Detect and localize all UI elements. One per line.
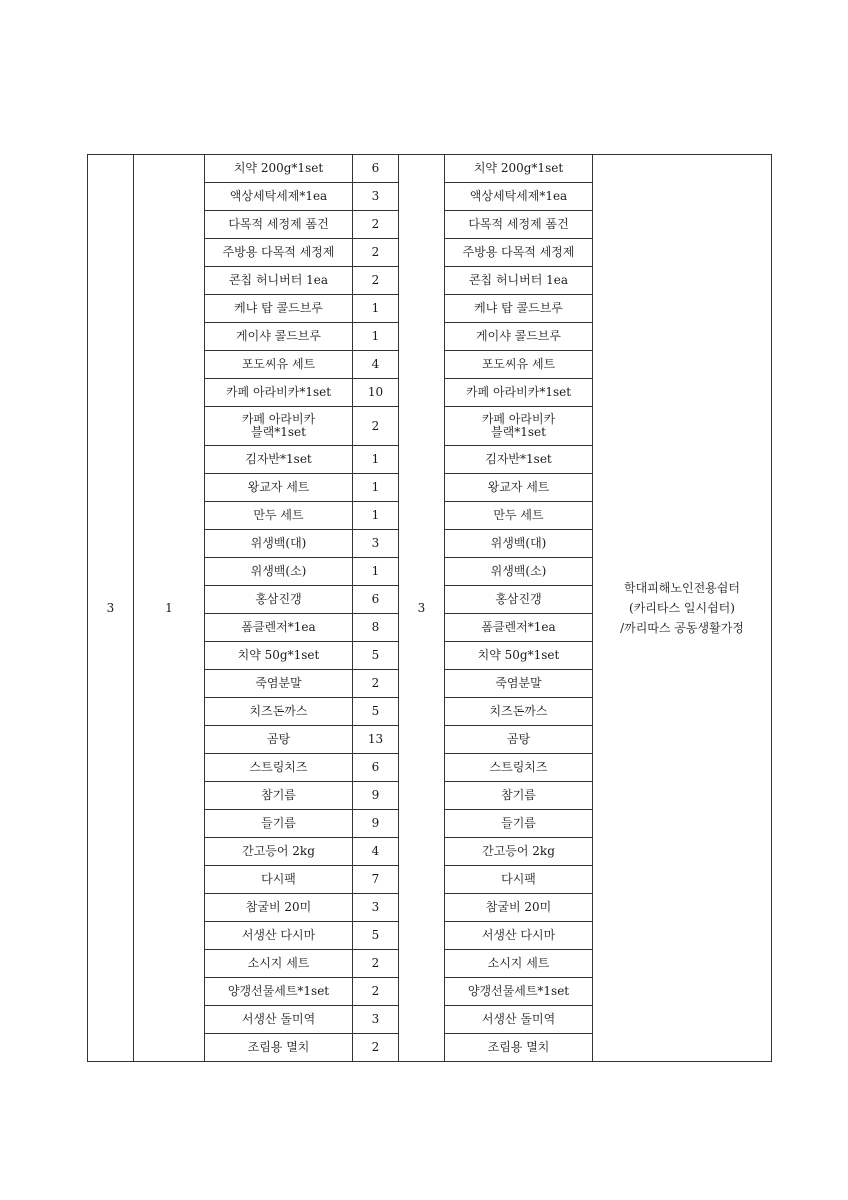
received-item-cell: 주방용 다목적 세정제 — [445, 239, 593, 267]
item-name-cell — [205, 407, 353, 446]
item-name-cell: 위생백(대) — [205, 530, 353, 558]
quantity-cell: 6 — [353, 155, 399, 183]
item-name-cell: 왕교자 세트 — [205, 474, 353, 502]
received-item-cell: 스트링치즈 — [445, 754, 593, 782]
quantity-cell: 2 — [353, 1034, 399, 1062]
received-item-cell: 서생산 다시마 — [445, 922, 593, 950]
received-item-cell: 콘칩 허니버터 1ea — [445, 267, 593, 295]
quantity-cell: 2 — [353, 950, 399, 978]
received-item-cell: 왕교자 세트 — [445, 474, 593, 502]
received-item-cell: 서생산 돌미역 — [445, 1006, 593, 1034]
item-name-cell: 서생산 돌미역 — [205, 1006, 353, 1034]
quantity-cell: 5 — [353, 642, 399, 670]
quantity-cell: 1 — [353, 295, 399, 323]
item-name-cell: 들기름 — [205, 810, 353, 838]
received-item-cell: 다시팩 — [445, 866, 593, 894]
quantity-cell: 5 — [353, 698, 399, 726]
quantity-cell: 4 — [353, 838, 399, 866]
quantity-cell: 6 — [353, 754, 399, 782]
item-name-cell: 다목적 세정제 폼건 — [205, 211, 353, 239]
item-name-cell: 케냐 탑 콜드브루 — [205, 295, 353, 323]
received-item-line: 카페 아라비카 — [481, 412, 556, 426]
item-name-cell: 다시팩 — [205, 866, 353, 894]
item-name-cell: 만두 세트 — [205, 502, 353, 530]
item-name-cell: 참굴비 20미 — [205, 894, 353, 922]
item-name-cell: 포도씨유 세트 — [205, 351, 353, 379]
quantity-cell: 3 — [353, 894, 399, 922]
received-item-cell: 치즈돈까스 — [445, 698, 593, 726]
received-item-cell: 카페 아라비카*1set — [445, 379, 593, 407]
quantity-cell: 2 — [353, 267, 399, 295]
quantity-cell: 1 — [353, 558, 399, 586]
facility-name-line: 학대피해노인전용쉼터 — [624, 581, 740, 595]
quantity-cell: 2 — [353, 978, 399, 1006]
received-item-cell: 소시지 세트 — [445, 950, 593, 978]
quantity-cell: 9 — [353, 782, 399, 810]
quantity-cell: 2 — [353, 211, 399, 239]
item-name-cell: 콘칩 허니버터 1ea — [205, 267, 353, 295]
received-item-cell: 참굴비 20미 — [445, 894, 593, 922]
received-item-cell: 폼클렌저*1ea — [445, 614, 593, 642]
received-item-cell — [445, 407, 593, 446]
item-name-line: 카페 아라비카 — [241, 412, 316, 426]
recipient-count-cell: 3 — [399, 155, 445, 1062]
received-item-cell: 양갱선물세트*1set — [445, 978, 593, 1006]
facility-name-line: (카리타스 일시쉼터) — [629, 601, 735, 615]
received-item-cell: 위생백(소) — [445, 558, 593, 586]
item-name-cell: 카페 아라비카*1set — [205, 379, 353, 407]
item-name-cell: 소시지 세트 — [205, 950, 353, 978]
received-item-cell: 포도씨유 세트 — [445, 351, 593, 379]
item-name-cell: 치약 200g*1set — [205, 155, 353, 183]
received-item-cell: 액상세탁세제*1ea — [445, 183, 593, 211]
item-name-cell: 참기름 — [205, 782, 353, 810]
item-name-cell: 조림용 멸치 — [205, 1034, 353, 1062]
received-item-cell: 치약 200g*1set — [445, 155, 593, 183]
item-name-cell: 간고등어 2kg — [205, 838, 353, 866]
received-item-cell: 곰탕 — [445, 726, 593, 754]
received-item-cell: 만두 세트 — [445, 502, 593, 530]
received-item-cell: 위생백(대) — [445, 530, 593, 558]
count-cell: 1 — [134, 155, 205, 1062]
quantity-cell: 1 — [353, 323, 399, 351]
quantity-cell: 3 — [353, 1006, 399, 1034]
quantity-cell: 1 — [353, 474, 399, 502]
item-name-cell: 홍삼진갱 — [205, 586, 353, 614]
quantity-cell: 4 — [353, 351, 399, 379]
received-item-cell: 케냐 탑 콜드브루 — [445, 295, 593, 323]
item-name-cell: 죽염분말 — [205, 670, 353, 698]
quantity-cell: 13 — [353, 726, 399, 754]
received-item-cell: 죽염분말 — [445, 670, 593, 698]
facility-name-line: /까리따스 공동생활가정 — [620, 621, 744, 635]
quantity-cell: 8 — [353, 614, 399, 642]
quantity-cell: 2 — [353, 407, 399, 446]
quantity-cell: 3 — [353, 183, 399, 211]
quantity-cell: 1 — [353, 502, 399, 530]
received-item-cell: 들기름 — [445, 810, 593, 838]
item-name-cell: 서생산 다시마 — [205, 922, 353, 950]
received-item-cell: 간고등어 2kg — [445, 838, 593, 866]
number-cell: 3 — [88, 155, 134, 1062]
received-item-cell: 참기름 — [445, 782, 593, 810]
item-name-cell: 주방용 다목적 세정제 — [205, 239, 353, 267]
table-row — [88, 155, 772, 183]
item-name-cell: 김자반*1set — [205, 446, 353, 474]
item-name-cell: 치즈돈까스 — [205, 698, 353, 726]
item-name-cell: 게이샤 콜드브루 — [205, 323, 353, 351]
item-name-cell: 스트링치즈 — [205, 754, 353, 782]
received-item-cell: 치약 50g*1set — [445, 642, 593, 670]
item-name-cell: 치약 50g*1set — [205, 642, 353, 670]
received-item-cell: 김자반*1set — [445, 446, 593, 474]
item-name-cell: 양갱선물세트*1set — [205, 978, 353, 1006]
received-item-cell: 조림용 멸치 — [445, 1034, 593, 1062]
quantity-cell: 10 — [353, 379, 399, 407]
quantity-cell: 2 — [353, 239, 399, 267]
quantity-cell: 5 — [353, 922, 399, 950]
received-item-cell: 홍삼진갱 — [445, 586, 593, 614]
item-name-cell: 폼클렌저*1ea — [205, 614, 353, 642]
item-name-line: 블랙*1set — [251, 425, 306, 439]
quantity-cell: 3 — [353, 530, 399, 558]
item-name-cell: 액상세탁세제*1ea — [205, 183, 353, 211]
quantity-cell: 1 — [353, 446, 399, 474]
quantity-cell: 9 — [353, 810, 399, 838]
quantity-cell: 2 — [353, 670, 399, 698]
item-name-cell: 위생백(소) — [205, 558, 353, 586]
received-item-cell: 다목적 세정제 폼건 — [445, 211, 593, 239]
recipient-facility-cell — [593, 155, 772, 1062]
quantity-cell: 7 — [353, 866, 399, 894]
quantity-cell: 6 — [353, 586, 399, 614]
item-name-cell: 곰탕 — [205, 726, 353, 754]
received-item-cell: 게이샤 콜드브루 — [445, 323, 593, 351]
received-item-line: 블랙*1set — [491, 425, 546, 439]
donation-table — [87, 154, 772, 1062]
